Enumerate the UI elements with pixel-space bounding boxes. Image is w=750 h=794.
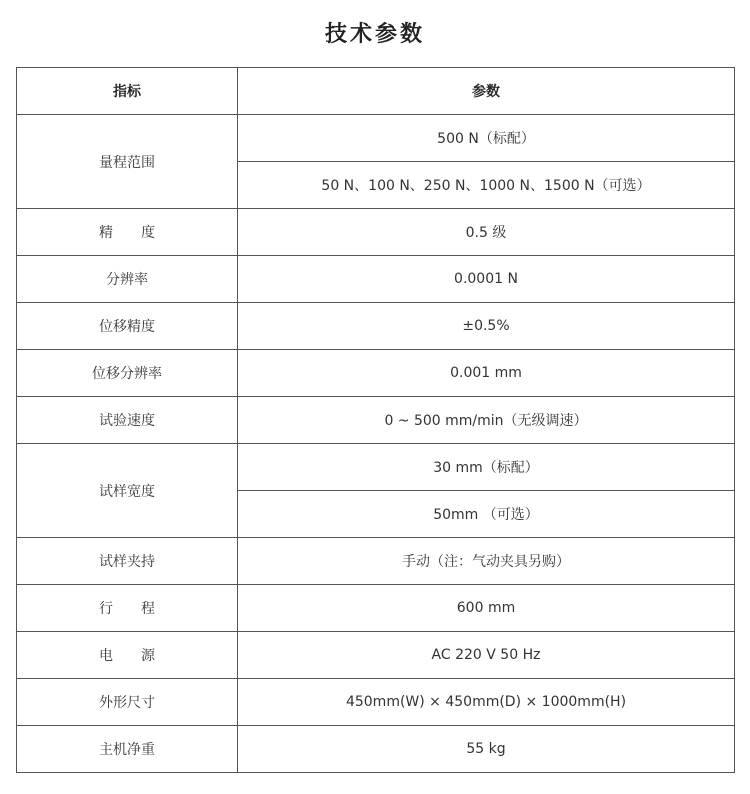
row-label: 试样宽度 xyxy=(17,444,238,538)
row-label: 主机净重 xyxy=(17,726,238,773)
row-value: 30 mm（标配） xyxy=(238,444,735,491)
row-value: 500 N（标配） xyxy=(238,115,735,162)
table-row xyxy=(17,303,735,350)
row-label: 位移分辨率 xyxy=(17,350,238,397)
row-value: 50mm （可选） xyxy=(238,491,735,538)
row-value: 450mm(W) × 450mm(D) × 1000mm(H) xyxy=(238,679,735,726)
row-value: 0.5 级 xyxy=(238,209,735,256)
table-row xyxy=(17,397,735,444)
table-row xyxy=(17,538,735,585)
table-row xyxy=(17,350,735,397)
page-title: 技术参数 xyxy=(324,22,425,47)
row-label: 精 度 xyxy=(17,209,238,256)
table-row xyxy=(17,632,735,679)
row-label: 量程范围 xyxy=(17,115,238,209)
table-row xyxy=(17,444,735,491)
table-row xyxy=(17,256,735,303)
row-value: 手动（注：气动夹具另购） xyxy=(238,538,735,585)
table-row xyxy=(17,726,735,773)
table-row xyxy=(17,679,735,726)
row-value: 0.0001 N xyxy=(238,256,735,303)
row-label: 位移精度 xyxy=(17,303,238,350)
row-label: 外形尺寸 xyxy=(17,679,238,726)
row-value: 0.001 mm xyxy=(238,350,735,397)
row-value: ±0.5% xyxy=(238,303,735,350)
row-label: 分辨率 xyxy=(17,256,238,303)
header-parameter: 参数 xyxy=(238,68,735,115)
header-indicator: 指标 xyxy=(17,68,238,115)
row-label: 试验速度 xyxy=(17,397,238,444)
row-label: 行 程 xyxy=(17,585,238,632)
row-value: 600 mm xyxy=(238,585,735,632)
row-value: 0 ~ 500 mm/min（无级调速） xyxy=(238,397,735,444)
row-label: 电 源 xyxy=(17,632,238,679)
row-value: 55 kg xyxy=(238,726,735,773)
table-row xyxy=(17,115,735,162)
table-row xyxy=(17,585,735,632)
table-header-row xyxy=(17,68,735,115)
row-label: 试样夹持 xyxy=(17,538,238,585)
row-value: 50 N、100 N、250 N、1000 N、1500 N（可选） xyxy=(238,162,735,209)
table-row xyxy=(17,209,735,256)
row-value: AC 220 V 50 Hz xyxy=(238,632,735,679)
spec-table xyxy=(16,67,735,773)
